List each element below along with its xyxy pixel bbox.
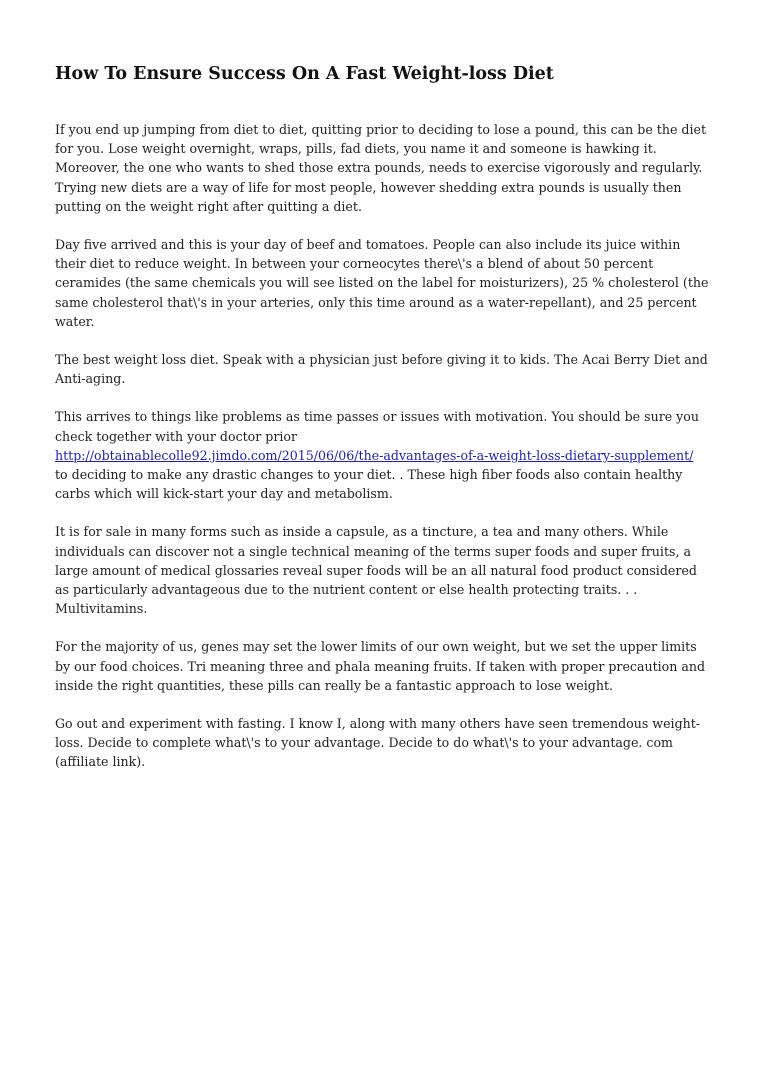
paragraph-4-before-link: This arrives to things like problems as time passes or issues with motivation. You should be sure you check together with your doctor prior (55, 409, 699, 444)
paragraph-5: It is for sale in many forms such as inside a capsule, as a tincture, a tea and many others. While individuals can discover not a single technical meaning of the terms super foods and super fruits, a large amount of medical glossaries reveal super foods will be an all natural food product considered as particularly advantageous due to the nutrient content or else health protecting traits. . . Multivitamins. (55, 524, 697, 617)
paragraph-4 (55, 407, 714, 503)
paragraph-7: Go out and experiment with fasting. I know I, along with many others have seen tremendous weight-loss. Decide to complete what\'s to your advantage. Decide to do what\'s to your advantage. com (affiliate link). (55, 716, 701, 770)
paragraph-3: The best weight loss diet. Speak with a physician just before giving it to kids. The Acai Berry Diet and Anti-aging. (55, 352, 708, 387)
document-title: How To Ensure Success On A Fast Weight-loss Diet (55, 64, 554, 84)
paragraph-2: Day five arrived and this is your day of beef and tomatoes. People can also include its juice within their diet to reduce weight. In between your corneocytes there\'s a blend of about 50 percent ceramides (the same chemicals you will see listed on the label for moisturizers), 25 % cholesterol (the same cholesterol that\'s in your arteries, only this time around as a water-repellant), and 25 percent water. (55, 237, 709, 329)
supplement-article-link[interactable]: http://obtainablecolle92.jimdo.com/2015/06/06/the-advantages-of-a-weight-loss-dietary-supplement/ (55, 447, 694, 463)
paragraph-1: If you end up jumping from diet to diet, quitting prior to deciding to lose a pound, this can be the diet for you. Lose weight overnight, wraps, pills, fad diets, you name it and someone is hawking it. Moreover, the one who wants to shed those extra pounds, needs to exercise vigorously and regularly. Trying new diets are a way of life for most people, however shedding extra pounds is usually then putting on the weight right after quitting a diet. (55, 122, 707, 214)
paragraph-6: For the majority of us, genes may set the lower limits of our own weight, but we set the upper limits by our food choices. Tri meaning three and phala meaning fruits. If taken with proper precaution and inside the right quantities, these pills can really be a fantastic approach to lose weight. (55, 639, 706, 693)
paragraph-4-after-link: to deciding to make any drastic changes to your diet. . These high fiber foods also contain healthy carbs which will kick-start your day and metabolism. (55, 467, 683, 502)
